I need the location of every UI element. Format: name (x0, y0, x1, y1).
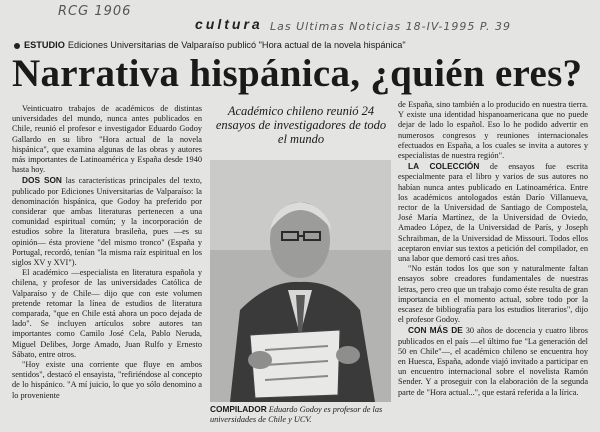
bullet-icon (14, 43, 20, 49)
paragraph: CON MÁS DE 30 años de docencia y cuatro libros publicados en el país —el último fue "La generación del 50 en Chile"—, el académico chileno se encuentra hoy en Huesca, España, adonde viajó invitado a participar en un encuentro internacional sobre el novelista Ramón Sender. Y a proseguir con la elaboración de la segunda parte de "Hora actual...", que estará referida a la lírica. (398, 325, 588, 397)
author-photo (210, 160, 391, 402)
kicker-text: Ediciones Universitarias de Valparaíso publicó "Hora actual de la novela hispánica" (67, 40, 406, 50)
kicker-line (14, 40, 589, 50)
paragraph: "No están todos los que son y naturalmente faltan ensayos sobre creadores fundamentales de nuestras letras, pero creo que un trabajo como éste resulta de gran importancia en el momento actual, sobre todo por la escasez de bibliografía para los estudios literarios", dijo el profesor Godoy. (398, 264, 588, 325)
paragraph: DOS SON las características principales del texto, publicado por Ediciones Universitarias de Valparaíso: la denominación hispánica, que Godoy ha preferido por considerar que ambas literaturas pertenecen a una comunidad espiritual común; y la incorporación de estudios sobre la literatura brasileña, pues —es su opinión— ésta proviene "del mismo tronco" (España y Portugal, recordó, tenían "la misma raíz espiritual en los siglos XV y XVI"). (12, 175, 203, 268)
kicker-label: ESTUDIO (24, 40, 65, 50)
handwritten-source-note: Las Ultimas Noticias 18-IV-1995 P. 39 (270, 20, 512, 33)
paragraph: El académico —especialista en literatura española y chilena, y profesor de las universidades Católica de Valparaíso y de Chile— dijo que con este volumen pretende retomar la línea de estudios de literatura comparada, "que en Chile está ahora un poco dejada de lado". Se incluyen artículos sobre autores tan importantes como Camilo José Cela, Pablo Neruda, Miguel Delibes, Jorge Amado, Juan Rulfo y Ernesto Sábato, entre otros. (12, 268, 202, 359)
handwritten-archive-code: RCG 1906 (58, 4, 132, 19)
paragraph: de España, sino también a lo producido en nuestra tierra. Y existe una identidad hispanoamericana que no puede dejar de lado lo español. Eso lo he podido advertir en numerosos congresos y reuniones internacionales efectuados en España, a los cuales se invita a autores y especialistas de nuestra región". (398, 100, 588, 161)
paragraph: "Hoy existe una corriente que fluye en ambos sentidos", destacó el ensayista, "refiriéndose al concepto de lo hispánico. "A mí juicio, lo que yo sólo denomino a lo proveniente (12, 360, 202, 400)
paragraph: LA COLECCIÓN de ensayos fue escrita especialmente para el libro y varios de sus autores no habían nunca antes publicado en Latinoamérica. Entre los académicos antologados están Darío Villanueva, rector de la Universidad de Santiago de Compostela, José María Martínez, de la Universidad de Oviedo, Amadeo López, de la Universidad de París, y Joseph Schraibman, de la Universidad de Missouri. Todos ellos aceptaron enviar sus textos a petición del compilador, en una labor que demoró casi tres años. (398, 161, 588, 264)
headline: Narrativa hispánica, ¿quién eres? (12, 52, 583, 95)
article-column-left (12, 104, 202, 401)
section-label: cultura (195, 16, 263, 32)
article-column-right (398, 100, 588, 398)
portrait-image (210, 160, 391, 402)
paragraph: Veinticuatro trabajos de académicos de distintas universidades del mundo, nunca antes publicados en Chile, reunió el profesor e investigador Eduardo Godoy Gallardo en su libro "Hora actual de la novela hispánica", que examina algunas de las obras y autores más importantes de Latinoamérica y España desde 1940 hasta hoy. (12, 104, 202, 175)
photo-caption: COMPILADOR Eduardo Godoy es profesor de las universidades de Chile y UCV. (210, 404, 383, 425)
deck-subheadline: Académico chileno reunió 24 ensayos de investigadores de todo el mundo (215, 104, 387, 146)
